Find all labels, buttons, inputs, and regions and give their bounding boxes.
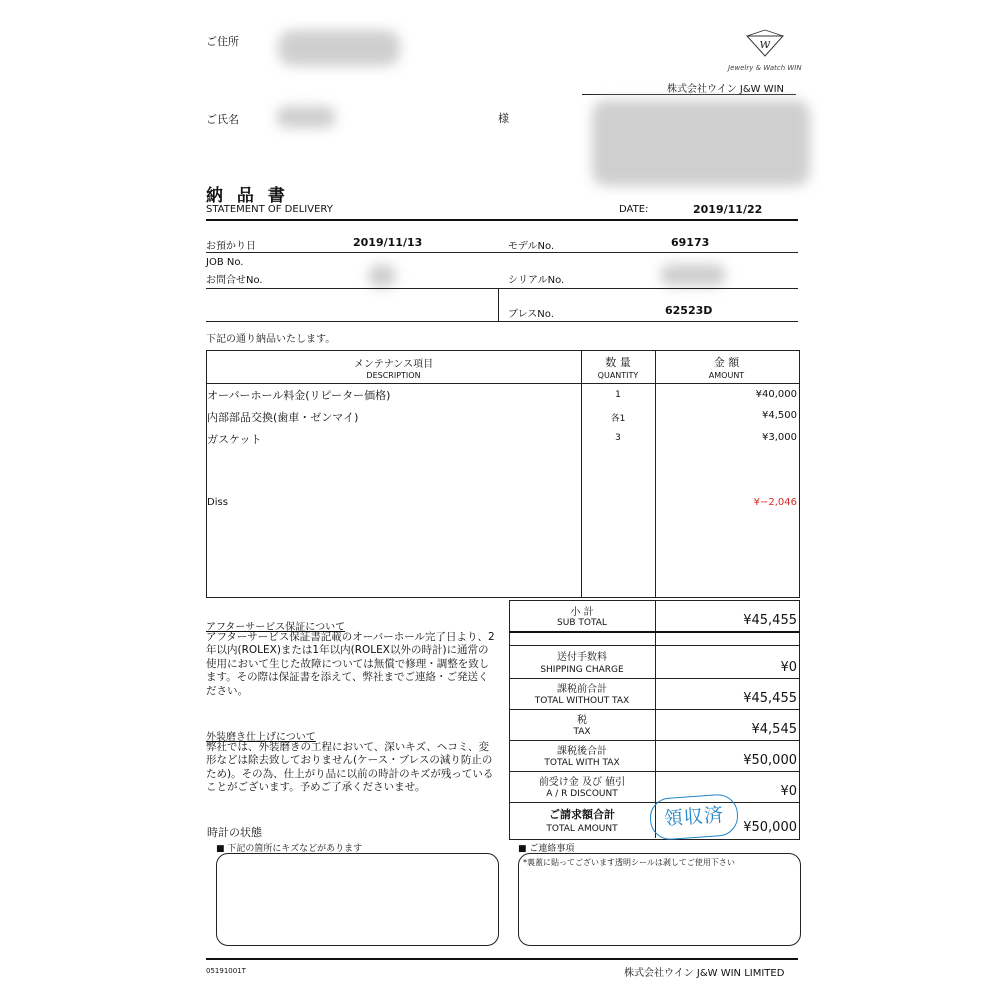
info-rule-3 [206,321,798,322]
damage-note-label: ■ 下記の箇所にキズなどがあります [216,844,363,854]
warranty-body: アフターサービス保証書記載のオーバーホール完了日より、2年以内(ROLEX)または1年以内(ROLEX以外の時計)に通常の使用において生じた故障については無償で修理・調整を致します。その際は保証書を添えて、弊社までご連絡・ご発送ください。 [206,631,495,697]
amount-header-jp: 金 額 [713,356,740,369]
total-label-en: TOTAL AMOUNT [546,824,618,834]
amount-column-divider [655,350,656,597]
logo-tagline: Jewelry & Watch WIN [728,64,802,72]
table-row-desc: 内部部品交換(歯車・ゼンマイ) [207,411,359,424]
discount-label-jp: 前受け金 及び 値引 [538,777,626,788]
totals-rule [509,802,799,803]
total-value: ¥50,000 [743,820,797,835]
pretax-label-jp: 課税前合計 [557,684,607,695]
qty-header-jp: 数 量 [605,356,631,369]
discount-label-en: A / R DISCOUNT [546,789,618,799]
table-header-rule [206,383,799,384]
title-rule [206,219,798,221]
with-tax-value: ¥50,000 [743,753,797,768]
company-logo [740,28,790,68]
svg-text:w: w [759,37,771,52]
warranty-title: アフターサービス保証について [206,622,346,633]
table-row-qty: 3 [615,433,621,443]
date-label: DATE: [619,204,649,215]
model-label: モデルNo. [508,241,555,252]
job-label: JOB No. [206,257,244,268]
totals-rule [509,709,799,710]
desc-header-jp: メンテナンス項目 [353,359,434,370]
inquiry-redaction [368,264,396,288]
serial-redaction [660,264,726,286]
total-label-jp: ご請求額合計 [549,808,615,821]
inquiry-label: お問合せNo. [206,275,263,286]
customer-info-redaction [592,100,810,186]
subtotal-label-jp: 小 計 [570,607,594,618]
watch-state-title: 時計の状態 [207,826,262,839]
amount-header-en: AMOUNT [708,371,745,380]
info-rule-2 [206,288,798,289]
contact-note-label: ■ ご連絡事項 [518,844,575,854]
received-date-value: 2019/11/13 [353,236,423,249]
received-date-label: お預かり日 [206,241,256,252]
model-value: 69173 [671,236,710,249]
contact-note-text: *裏蓋に貼ってございます透明シールは剥してご使用下さい [523,858,735,867]
polish-body: 弊社では、外装磨きの工程において、深いキズ、ヘコミ、変形などは除去致しておりません(ケース・ブレスの減り防止のため)。その為、仕上がり品に以前の時計のキズが残っていることがございます。予めご了承くださいませ。 [206,741,494,794]
intro-text: 下記の通り納品いたします。 [206,334,336,345]
table-row-qty: 各1 [610,414,626,424]
info-divider [498,288,499,322]
totals-rule-gap [509,645,799,646]
table-row-desc: Diss [207,497,228,508]
damage-note-box [216,853,499,946]
footer-company: 株式会社ウイン J&W WIN LIMITED [624,968,785,979]
desc-header-en: DESCRIPTION [366,371,421,380]
shipping-value: ¥0 [780,660,797,675]
bracelet-value: 62523D [665,304,713,317]
totals-rule [509,740,799,741]
tax-value: ¥4,545 [751,722,797,737]
serial-label: シリアルNo. [508,275,565,286]
company-name-top: 株式会社ウイン J&W WIN [667,84,785,95]
discount-value: ¥0 [780,784,797,799]
qty-column-divider [581,350,582,597]
table-row-amount: ¥40,000 [755,389,797,400]
table-row-desc: オーバーホール料金(リピーター価格) [207,389,391,402]
pretax-value: ¥45,455 [743,691,797,706]
info-rule-1 [206,252,798,253]
subtotal-label-en: SUB TOTAL [557,618,607,628]
qty-header-en: QUANTITY [597,371,639,380]
totals-rule [509,771,799,772]
tax-label-jp: 税 [577,715,587,726]
form-code: 05191001T [206,967,246,975]
paid-stamp: 領収済 [649,793,740,841]
pretax-label-en: TOTAL WITHOUT TAX [534,696,630,706]
table-row-amount: ¥4,500 [762,410,797,421]
with-tax-label-jp: 課税後合計 [557,746,607,757]
table-row-desc: ガスケット [207,433,262,446]
table-row-qty: 1 [615,390,621,400]
honorific: 様 [498,112,509,125]
totals-rule [509,678,799,679]
bracelet-label: ブレスNo. [508,309,554,320]
address-label: ご住所 [206,35,239,48]
document-subtitle: STATEMENT OF DELIVERY [206,204,333,215]
polish-title: 外装磨き仕上げについて [206,732,316,743]
name-redaction [276,106,336,128]
shipping-label-jp: 送付手数料 [557,652,607,663]
date-value: 2019/11/22 [693,203,763,216]
table-row-amount-discount: ¥−2,046 [753,497,797,508]
tax-label-en: TAX [573,727,591,737]
header-rule [582,94,796,95]
name-label: ご氏名 [206,113,239,126]
subtotal-value: ¥45,455 [743,613,797,628]
diamond-logo-icon [740,28,790,68]
with-tax-label-en: TOTAL WITH TAX [544,758,620,768]
document-title: 納 品 書 [206,186,289,206]
totals-rule-subtotal [509,631,799,633]
footer-rule [206,958,798,960]
address-redaction [278,30,400,66]
shipping-label-en: SHIPPING CHARGE [540,665,624,675]
table-row-amount: ¥3,000 [762,432,797,443]
